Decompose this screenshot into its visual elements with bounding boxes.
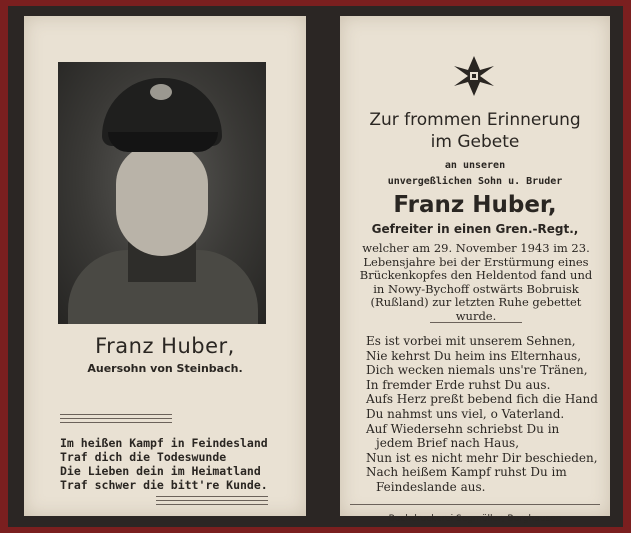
biography: welcher am 29. November 1943 im 23. Lebensjahre bei der Erstürmung eines Brückenkopfes den Heldentod fand und in Nowy-Bychoff ostwärts Bobruisk (Rußland) zur letzten Ruhe gebettet wurde.: [359, 241, 593, 323]
memorial-card: [8, 6, 623, 527]
left-verse: [60, 436, 268, 492]
divider-top-3: [60, 422, 172, 423]
poem-line: Aufs Herz preßt bebend fich die Hand: [366, 392, 598, 407]
right-name: Franz Huber,: [393, 192, 557, 218]
left-subtitle: Auersohn von Steinbach.: [87, 362, 243, 375]
left-name: Franz Huber,: [95, 334, 235, 358]
poem-line: Dich wecken niemals uns're Tränen,: [366, 363, 588, 378]
rank: Gefreiter in einen Gren.-Regt.,: [371, 222, 579, 236]
left-verse-line: Die Lieben dein im Heimatland: [60, 464, 261, 478]
divider-bottom-1: [156, 496, 268, 497]
left-page: [24, 16, 306, 516]
iron-cross-icon: [450, 52, 498, 100]
poem-line: jedem Brief nach Haus,: [376, 436, 520, 451]
printer-divider: [350, 504, 600, 505]
left-verse-line: Traf dich die Todeswunde: [60, 450, 227, 464]
divider-bottom-2: [156, 500, 268, 501]
poem-line: Feindeslande aus.: [376, 479, 486, 494]
cap-badge: [150, 84, 172, 100]
divider-top-2: [60, 418, 172, 419]
heading-line-2: im Gebete: [430, 132, 520, 152]
cap-visor: [108, 132, 218, 152]
poem-line: Auf Wiedersehn schriebst Du in: [366, 421, 560, 436]
poem-line: Nach heißem Kampf ruhst Du im: [366, 465, 567, 480]
face: [116, 144, 208, 256]
poem-line: In fremder Erde ruhst Du aus.: [366, 377, 551, 392]
poem-divider: [430, 322, 522, 323]
soldier-portrait: [58, 62, 266, 324]
poem-line: Es ist vorbei mit unserem Sehnen,: [366, 334, 576, 348]
poem-line: Nie kehrst Du heim ins Elternhaus,: [366, 348, 582, 363]
heading-line-1: Zur frommen Erinnerung: [369, 110, 581, 130]
left-verse-line: Traf schwer die bitt're Kunde.: [60, 478, 268, 492]
divider-bottom-3: [156, 504, 268, 505]
right-page: [340, 16, 610, 524]
dedication-line-1: an unseren: [444, 160, 506, 171]
poem: [366, 334, 598, 495]
poem-line: Nun ist es nicht mehr Dir beschieden,: [366, 450, 598, 465]
printer-credit: Buchdruckerei Segmüller, Burghausen: [388, 514, 562, 524]
divider-top-1: [60, 414, 172, 415]
left-verse-line: Im heißen Kampf in Feindesland: [60, 436, 268, 450]
dedication-line-2: unvergeßlichen Sohn u. Bruder: [387, 176, 563, 187]
poem-line: Du nahmst uns viel, o Vaterland.: [366, 406, 565, 421]
